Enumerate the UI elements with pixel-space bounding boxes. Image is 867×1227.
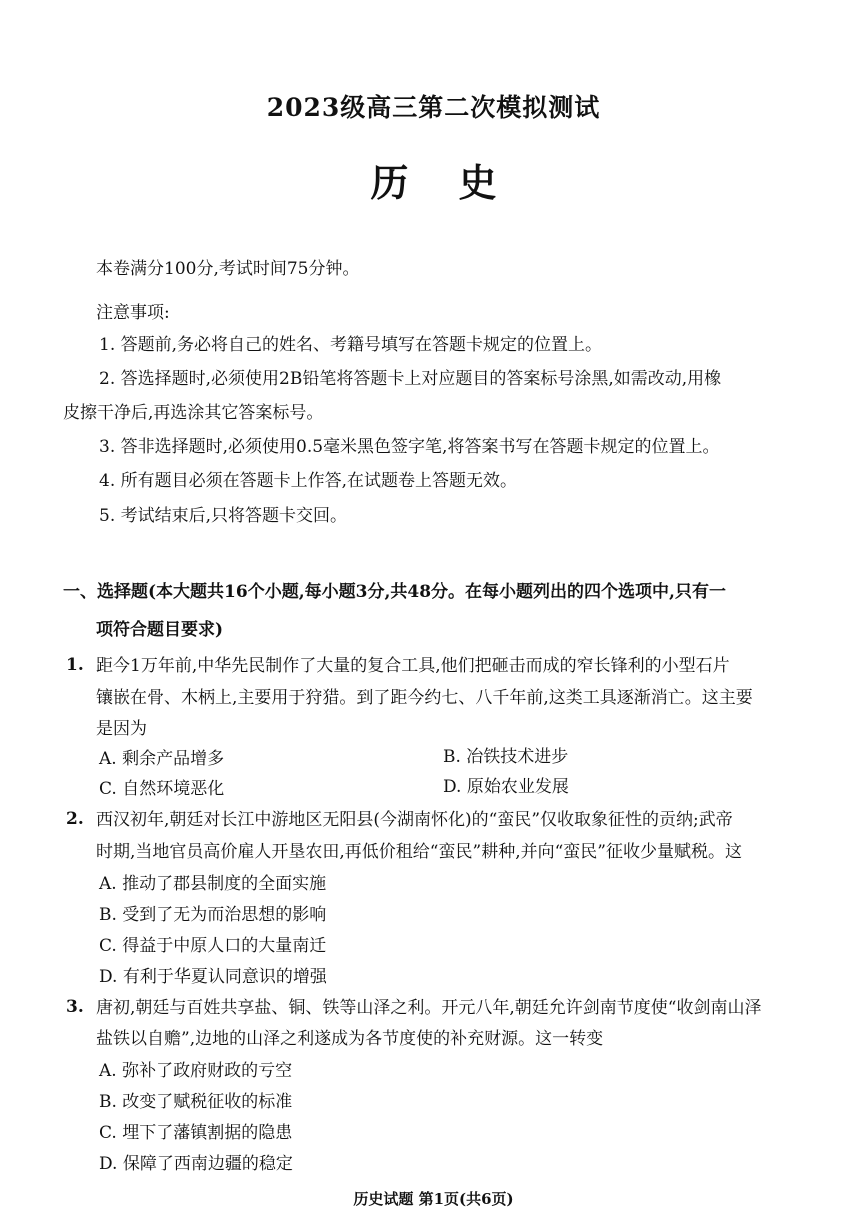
subject-title: 历史 [370,160,547,205]
option-b: B. 受到了无为而治思想的影响 [99,905,327,925]
option-c: C. 埋下了藩镇割据的隐患 [99,1123,293,1143]
question-text: 是因为 [96,719,147,739]
page-footer: 历史试题 第1页(共6页) [353,1190,514,1208]
option-d: D. 有利于华夏认同意识的增强 [99,967,327,987]
option-d: D. 原始农业发展 [443,777,569,797]
option-b: B. 冶铁技术进步 [443,747,569,767]
option-a: A. 弥补了政府财政的亏空 [99,1061,293,1081]
exam-title: 2023级高三第二次模拟测试 [266,93,601,122]
note-item: 1. 答题前,务必将自己的姓名、考籍号填写在答题卡规定的位置上。 [99,335,603,355]
option-c: C. 得益于中原人口的大量南迁 [99,936,327,956]
note-item: 4. 所有题目必须在答题卡上作答,在试题卷上答题无效。 [99,471,518,491]
question-text: 盐铁以自赡”,边地的山泽之利遂成为各节度使的补充财源。这一转变 [96,1029,604,1049]
option-c: C. 自然环境恶化 [99,779,225,799]
question-text: 距今1万年前,中华先民制作了大量的复合工具,他们把砸击而成的窄长锋利的小型石片 [96,656,730,676]
exam-intro: 本卷满分100分,考试时间75分钟。 [96,259,360,279]
notes-heading: 注意事项: [96,303,170,323]
note-item: 5. 考试结束后,只将答题卡交回。 [99,506,348,526]
note-item: 3. 答非选择题时,必须使用0.5毫米黑色签字笔,将答案书写在答题卡规定的位置上。 [99,437,720,457]
option-a: A. 推动了郡县制度的全面实施 [99,874,327,894]
option-d: D. 保障了西南边疆的稳定 [99,1154,293,1174]
question-text: 时期,当地官员高价雇人开垦农田,再低价租给“蛮民”耕种,并向“蛮民”征收少量赋税。这 [96,842,742,862]
question-text: 西汉初年,朝廷对长江中游地区无阳县(今湖南怀化)的“蛮民”仅收取象征性的贡纳;武帝 [96,810,733,830]
question-number: 2. [66,809,84,829]
section-heading: 一、选择题(本大题共16个小题,每小题3分,共48分。在每小题列出的四个选项中,只有一 [63,582,726,602]
section-heading-cont: 项符合题目要求) [96,620,224,640]
option-b: B. 改变了赋税征收的标准 [99,1092,293,1112]
question-number: 1. [66,655,84,675]
question-text: 唐初,朝廷与百姓共享盐、铜、铁等山泽之利。开元八年,朝廷允许剑南节度使“收剑南山泽 [96,998,762,1018]
question-text: 镶嵌在骨、木柄上,主要用于狩猎。到了距今约七、八千年前,这类工具逐渐消亡。这主要 [96,688,753,708]
note-item: 皮擦干净后,再选涂其它答案标号。 [63,403,324,423]
note-item: 2. 答选择题时,必须使用2B铅笔将答题卡上对应题目的答案标号涂黑,如需改动,用橡 [99,369,722,389]
question-number: 3. [66,997,84,1017]
option-a: A. 剩余产品增多 [99,749,225,769]
